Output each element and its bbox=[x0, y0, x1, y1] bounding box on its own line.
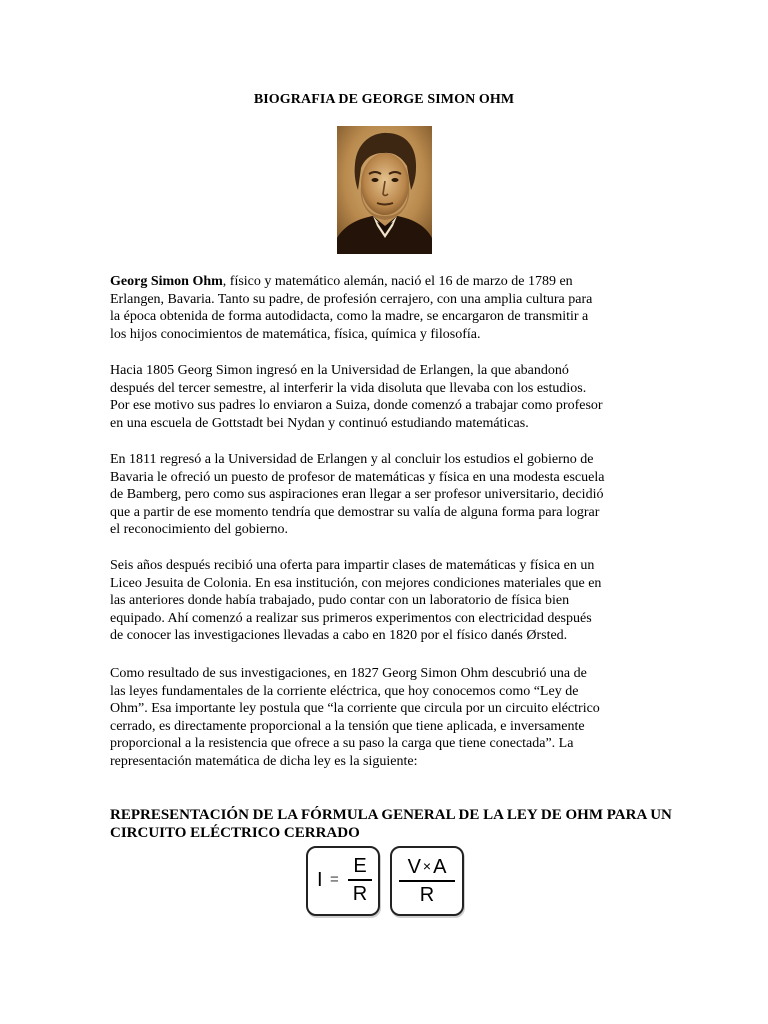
paragraph-line: en una escuela de Gottstadt bei Nydan y continuó estudiando matemáticas. bbox=[110, 415, 529, 431]
denominator: R bbox=[352, 882, 368, 905]
paragraph-line: de conocer las investigaciones llevadas a cabo en 1820 por el físico danés Ørsted. bbox=[110, 628, 568, 643]
paragraph-line: Ohm”. Esa importante ley postula que “la corriente que circula por un circuito eléctrico bbox=[110, 701, 600, 716]
fraction bbox=[398, 853, 456, 908]
paragraph-line bbox=[110, 273, 665, 291]
current-symbol: I bbox=[317, 869, 323, 891]
voltage-symbol: V bbox=[407, 856, 421, 878]
portrait-photo bbox=[337, 126, 432, 254]
paragraph-line: las anteriores donde había trabajado, pudo contar con un laboratorio de física bien bbox=[110, 593, 570, 608]
paragraph-line: después del tercer semestre, al interferir la vida disoluta que llevaba con los estudios. bbox=[110, 380, 587, 396]
paragraph-line: Seis años después recibió una oferta para impartir clases de matemáticas y física en un bbox=[110, 558, 595, 573]
paragraph-line: Liceo Jesuita de Colonia. En esa institución, con mejores condiciones materiales que en bbox=[110, 575, 602, 591]
bold-name: Georg Simon Ohm bbox=[110, 274, 223, 289]
paragraph-line: de Bamberg, pero como sus aspiraciones eran llegar a ser profesor universitario, decidió bbox=[110, 487, 604, 502]
ampere-symbol: A bbox=[433, 856, 447, 878]
paragraph-line: proporcional a la resistencia que ofrece a su paso la carga que tiene conectada”. La bbox=[110, 736, 574, 751]
numerator: E bbox=[353, 855, 367, 877]
paragraph-line: Por ese motivo sus padres lo enviaron a Suiza, donde comenzó a trabajar como profesor bbox=[110, 398, 603, 413]
paragraph-line: los hijos conocimientos de matemática, física, química y filosofía. bbox=[110, 326, 481, 342]
paragraph-line: Como resultado de sus investigaciones, en 1827 Georg Simon Ohm descubrió una de bbox=[110, 666, 587, 681]
numerator bbox=[398, 853, 456, 880]
paragraph-line: las leyes fundamentales de la corriente eléctrica, que hoy conocemos como “Ley de bbox=[110, 683, 579, 699]
equals-sign: = bbox=[330, 871, 339, 888]
paragraph-1 bbox=[110, 273, 665, 343]
paragraph-line: el reconocimiento del gobierno. bbox=[110, 522, 289, 537]
heading-line-1: REPRESENTACIÓN DE LA FÓRMULA GENERAL DE LA LEY DE OHM PARA UN bbox=[110, 807, 672, 823]
paragraph-line: En 1811 regresó a la Universidad de Erlangen y al concluir los estudios el gobierno de bbox=[110, 452, 594, 467]
paragraph-line: Hacia 1805 Georg Simon ingresó en la Universidad de Erlangen, la que abandonó bbox=[110, 363, 569, 378]
paragraph-line: que a partir de ese momento tendría que demostrar su valía de alguna forma para lograr bbox=[110, 504, 600, 520]
section-heading bbox=[110, 806, 710, 842]
fraction bbox=[347, 853, 373, 907]
document-title: BIOGRAFIA DE GEORGE SIMON OHM bbox=[253, 92, 515, 107]
denominator: R bbox=[419, 883, 435, 906]
paragraph-line: equipado. Ahí comenzó a realizar sus primeros experimentos con electricidad después bbox=[110, 610, 592, 626]
paragraph-line: Erlangen, Bavaria. Tanto su padre, de profesión cerrajero, con una amplia cultura para bbox=[110, 291, 593, 307]
paragraph-4 bbox=[110, 557, 665, 645]
paragraph-line: Bavaria le ofreció un puesto de profesor de matemáticas y física en una modesta escuela bbox=[110, 469, 605, 485]
paragraph-line: representación matemática de dicha ley es la siguiente: bbox=[110, 753, 418, 769]
paragraph-2 bbox=[110, 362, 665, 432]
heading-line-2: CIRCUITO ELÉCTRICO CERRADO bbox=[110, 825, 360, 841]
ohm-law-formula bbox=[306, 846, 380, 916]
line-text: , físico y matemático alemán, nació el 16 de marzo de 1789 en bbox=[222, 274, 573, 289]
paragraph-line: la época obtenida de forma autodidacta, como la madre, se encargaron de transmitir a bbox=[110, 309, 589, 324]
paragraph-line: cerrado, es directamente proporcional a la tensión que tiene aplicada, e inversamente bbox=[110, 718, 585, 734]
alt-formula bbox=[390, 846, 464, 916]
paragraph-3 bbox=[110, 451, 665, 539]
times-sign: × bbox=[422, 858, 432, 874]
paragraph-5 bbox=[110, 665, 665, 770]
